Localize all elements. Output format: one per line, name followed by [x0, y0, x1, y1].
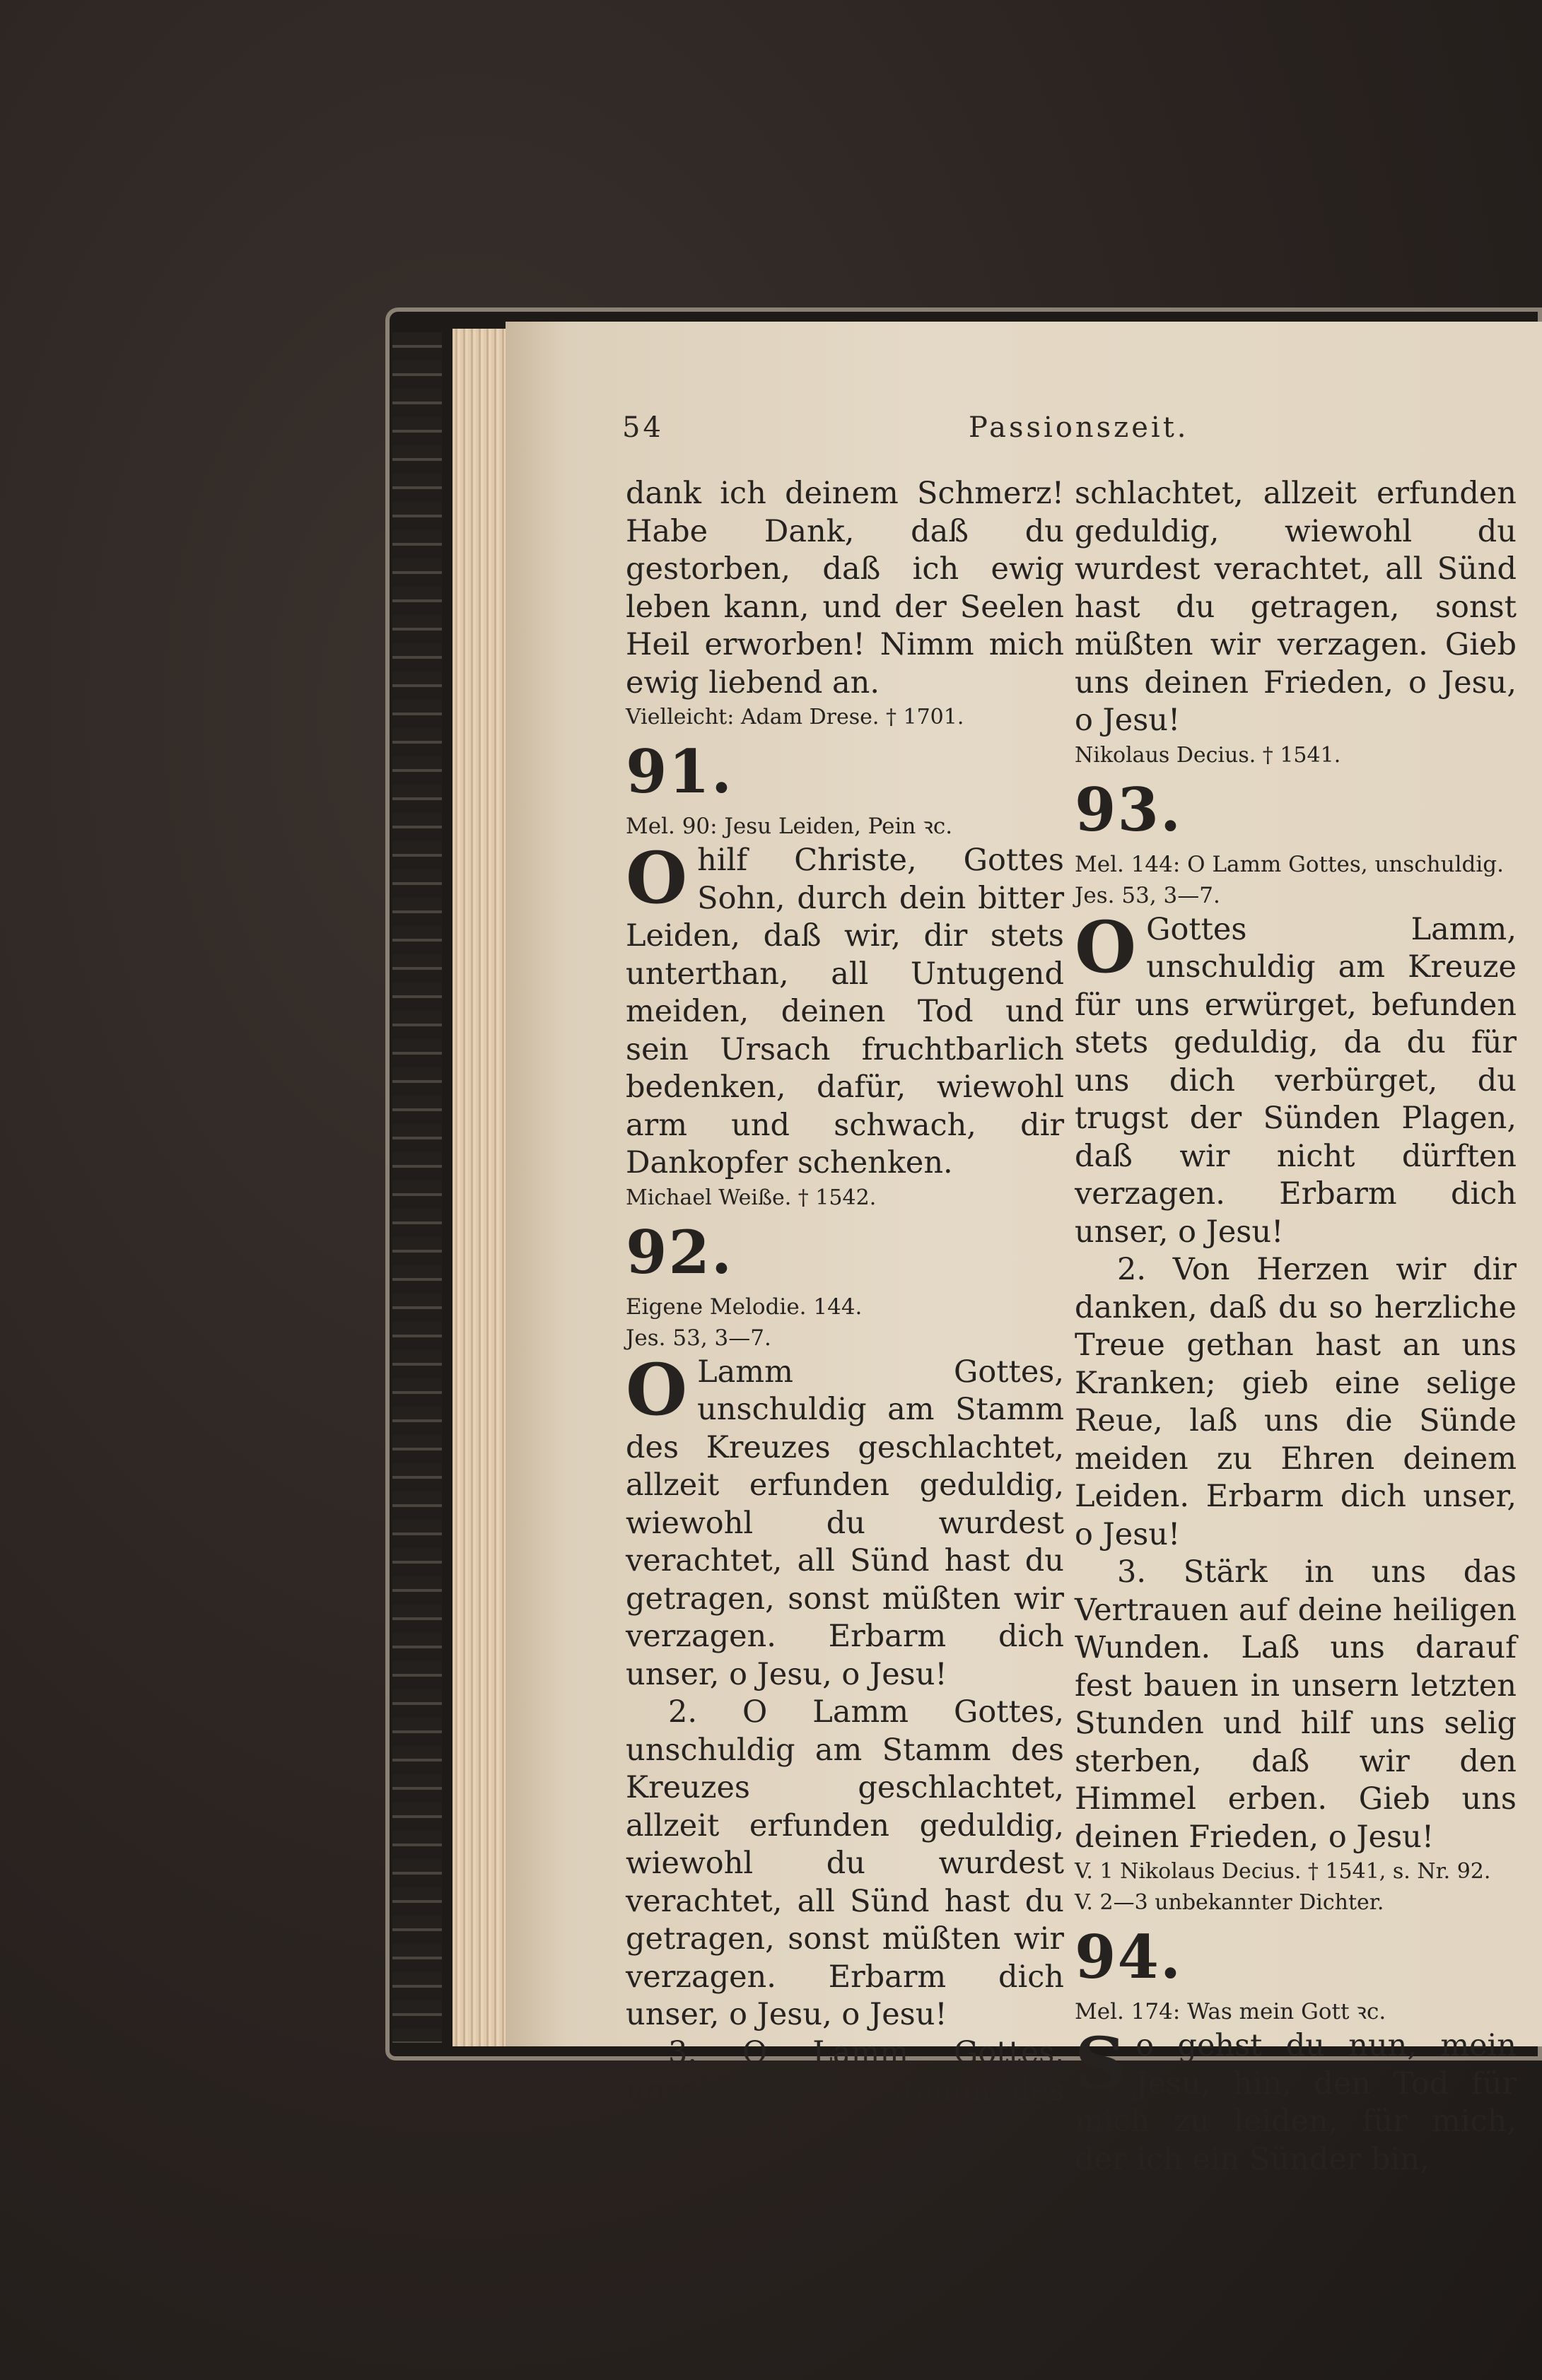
hymn-verse: 2. O Lamm Gottes, unschuldig am Stamm des Kreuzes geschlachtet, allzeit erfunden geduldig, wiewohl du wurdest verachtet, all Sünd hast du getragen, sonst müßten wir verzagen. Erbarm dich unser, o Jesu, o Jesu!	[626, 1694, 1064, 2032]
hymn-body: Lamm Gottes, unschuldig am Stamm des Kreuzes geschlachtet, allzeit erfunden geduldig, wiewohl du wurdest verachtet, all Sünd hast du getragen, sonst müßten wir verzagen. Erbarm dich unser, o Jesu, o Jesu!	[626, 1354, 1064, 1692]
hymn-number: 94.	[1075, 1922, 1183, 1992]
hymn-body: Gottes Lamm, unschuldig am Kreuze für uns erwürget, befunden stets geduldig, da du für uns dich verbürget, du trugst der Sünden Plagen, daß wir nicht dürften verzagen. Erbarm dich unser, o Jesu!	[1075, 911, 1517, 1250]
drop-cap: S	[1075, 2022, 1126, 2105]
hymn-verse: 2. Von Herzen wir dir danken, daß du so herzliche Treue gethan hast an uns Kranken; gieb eine selige Reue, laß uns die Sünde meiden zu Ehren deinem Leiden. Erbarm dich unser, o Jesu!	[1075, 1252, 1517, 1552]
hymn-verse	[626, 1347, 1064, 1694]
hymn-body: o gehst du nun, mein Jesu, hin, den Tod für mich zu leiden, für mich, der ich ein Sünder bin,	[1075, 2028, 1517, 2177]
book-spine-edge	[392, 332, 442, 2043]
continuation-text: dank ich deinem Schmerz! Habe Dank, daß du gestorben, daß ich ewig leben kann, und der Seelen Heil erworben! Nimm mich ewig liebend an.	[626, 476, 1064, 700]
drop-cap: O	[626, 1347, 688, 1431]
melody-line: Mel. 144: O Lamm Gottes, unschuldig.	[1075, 851, 1504, 877]
melody-line: Mel. 90: Jesu Leiden, Pein ꝛc.	[626, 814, 953, 839]
hymn-verse: 3. O Lamm Gottes, unschuldig am Stamm des Kreuzes ge-	[626, 2034, 1064, 2146]
hymn-text	[626, 836, 1064, 1183]
melody-line: Eigene Melodie. 144.	[626, 1294, 863, 1320]
drop-cap: O	[1075, 905, 1137, 989]
page-header	[622, 411, 1189, 454]
hymn-body: hilf Christe, Gottes Sohn, durch dein bitter Leiden, daß wir, dir stets unterthan, all Untugend meiden, deinen Tod und sein Ursach fruchtbarlich bedenken, dafür, wiewohl arm und schwach, dir Dankopfer schenken.	[626, 843, 1064, 1180]
hymn-number: 92.	[626, 1217, 734, 1287]
right-column	[1075, 475, 1517, 2179]
melody-line: Mel. 174: Was mein Gott ꝛc.	[1075, 1999, 1386, 2024]
left-column	[626, 475, 1064, 2147]
continuation-text: schlachtet, allzeit erfunden geduldig, wiewohl du wurdest verachtet, all Sünd hast du getragen, sonst müßten wir verzagen. Gieb uns deinen Frieden, o Jesu, o Jesu!	[1075, 476, 1517, 738]
scripture-reference: Jes. 53, 3—7.	[626, 1325, 771, 1351]
attribution: V. 1 Nikolaus Decius. † 1541, s. Nr. 92.	[1075, 1859, 1491, 1884]
hymn-verse	[1075, 905, 1517, 1252]
attribution: Vielleicht: Adam Drese. † 1701.	[626, 705, 964, 729]
hymn-number: 91.	[626, 737, 734, 807]
scripture-reference: Jes. 53, 3—7.	[1075, 882, 1220, 908]
drop-cap: O	[626, 836, 688, 920]
running-title: Passionszeit.	[969, 411, 1189, 444]
hymn-number: 93.	[1075, 774, 1183, 845]
attribution: Michael Weiße. † 1542.	[626, 1185, 877, 1210]
attribution: V. 2—3 unbekannter Dichter.	[1075, 1890, 1384, 1915]
attribution: Nikolaus Decius. † 1541.	[1075, 742, 1341, 768]
hymn-verse: 3. Stärk in uns das Vertrauen auf deine heiligen Wunden. Laß uns darauf fest bauen in unsern letzten Stunden und hilf uns selig sterben, daß wir den Himmel erben. Gieb uns deinen Frieden, o Jesu!	[1075, 1554, 1517, 1855]
hymn-verse	[1075, 2022, 1517, 2179]
page-number: 54	[622, 411, 664, 444]
